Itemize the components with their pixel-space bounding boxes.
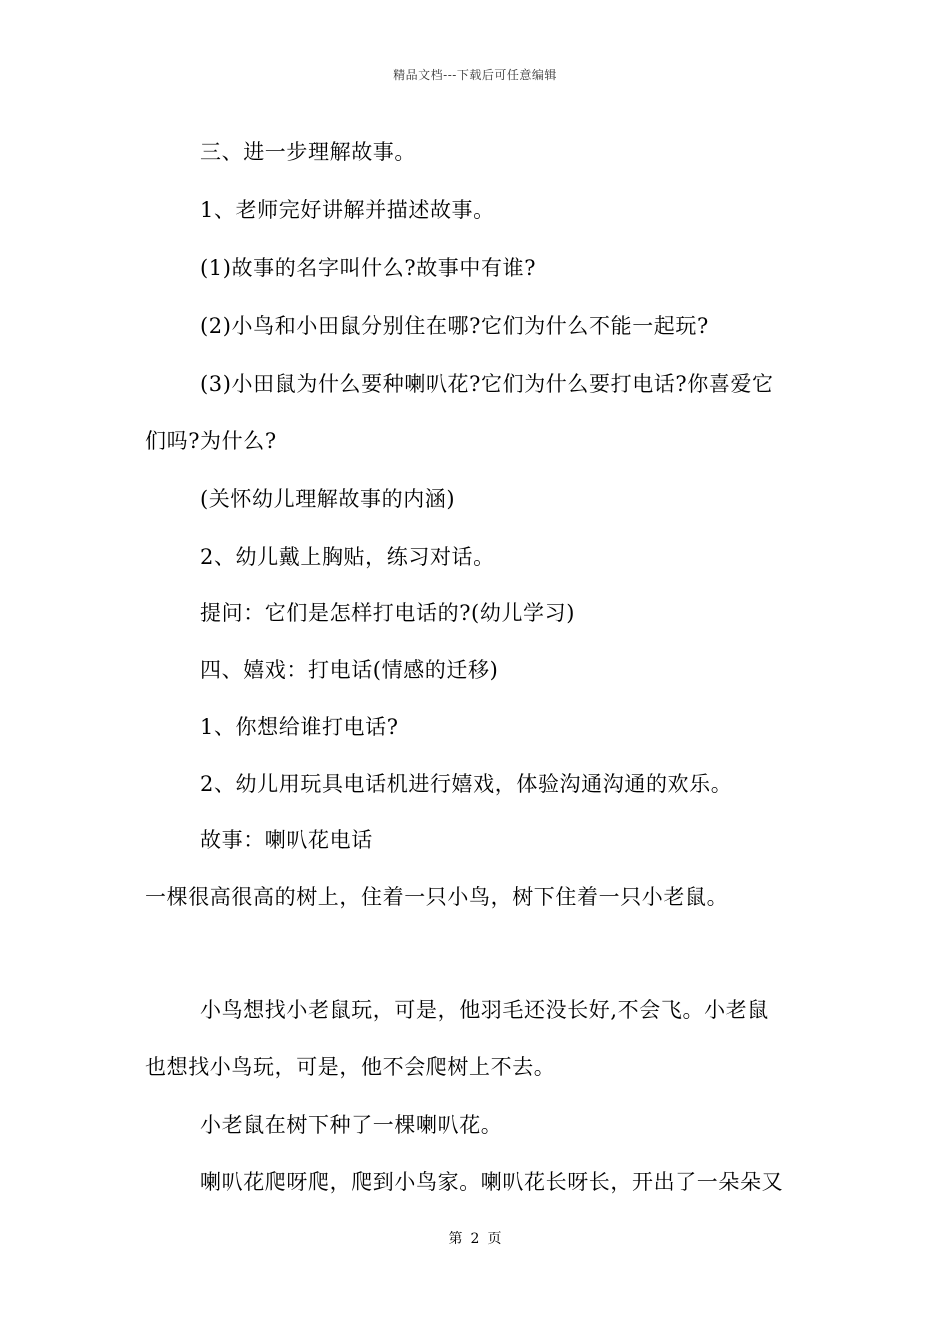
paragraph: 小老鼠在树下种了一棵喇叭花。 bbox=[200, 1113, 503, 1137]
paragraph: 喇叭花爬呀爬，爬到小鸟家。喇叭花长呀长，开出了一朵朵又 bbox=[200, 1170, 784, 1194]
page-footer bbox=[0, 1228, 950, 1248]
paragraph: 2、幼儿戴上胸贴，练习对话。 bbox=[200, 545, 495, 569]
paragraph: 一棵很高很高的树上，住着一只小鸟，树下住着一只小老鼠。 bbox=[145, 885, 729, 909]
paragraph: 1、你想给谁打电话? bbox=[200, 715, 399, 739]
page-number-prefix: 第 bbox=[448, 1231, 463, 1247]
page-number: 2 bbox=[470, 1231, 480, 1247]
section-heading-4: 四、嬉戏：打电话(情感的迁移) bbox=[200, 658, 499, 682]
paragraph: 小鸟想找小老鼠玩，可是，他羽毛还没长好,不会飞。小老鼠 bbox=[200, 998, 769, 1022]
paragraph: (3)小田鼠为什么要种喇叭花?它们为什么要打电话?你喜爱它 bbox=[200, 372, 774, 396]
page-number-suffix: 页 bbox=[487, 1231, 502, 1247]
paragraph: (2)小鸟和小田鼠分别住在哪?它们为什么不能一起玩? bbox=[200, 314, 709, 338]
paragraph: 1、老师完好讲解并描述故事。 bbox=[200, 198, 495, 222]
paragraph-continued: 们吗?为什么? bbox=[145, 429, 277, 453]
section-heading-3: 三、进一步理解故事。 bbox=[200, 140, 416, 164]
paragraph: 提问：它们是怎样打电话的?(幼儿学习) bbox=[200, 601, 576, 625]
paragraph: (1)故事的名字叫什么?故事中有谁? bbox=[200, 256, 537, 280]
paragraph: 2、幼儿用玩具电话机进行嬉戏，体验沟通沟通的欢乐。 bbox=[200, 772, 733, 796]
page-header: 精品文档---下载后可任意编辑 bbox=[393, 68, 557, 82]
paragraph: (关怀幼儿理解故事的内涵) bbox=[200, 487, 456, 511]
paragraph-continued: 也想找小鸟玩，可是，他不会爬树上不去。 bbox=[145, 1055, 556, 1079]
story-title: 故事：喇叭花电话 bbox=[200, 828, 373, 852]
